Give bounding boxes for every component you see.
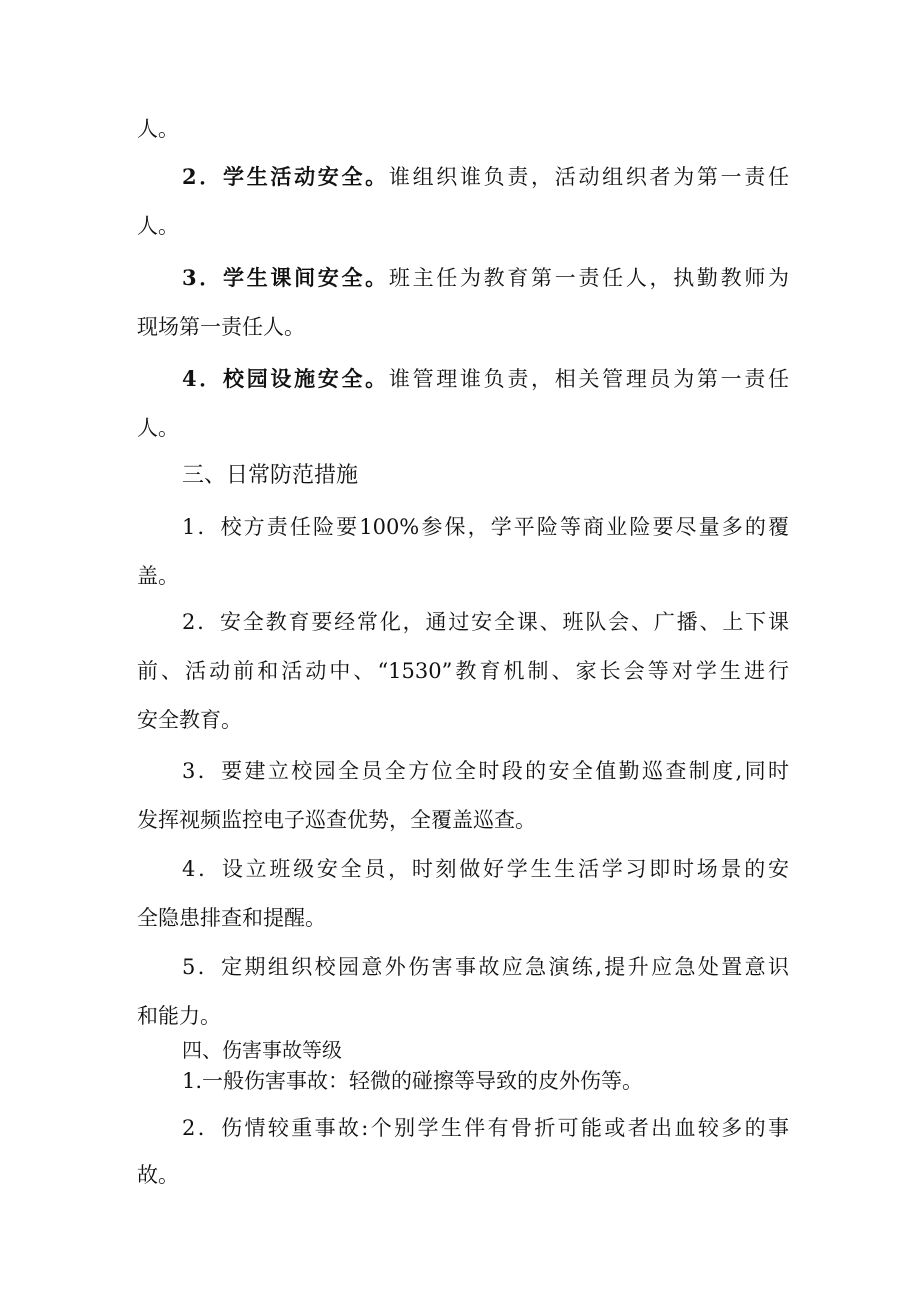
section-heading-3: 三、日常防范措施 <box>182 463 359 488</box>
measure-item-1-cont: 盖。 <box>137 564 179 588</box>
injury-level-1: 1.一般伤害事故：轻微的碰擦等导致的皮外伤等。 <box>182 1069 644 1093</box>
item-number: 2． <box>182 164 224 189</box>
injury-level-2: 2．伤情较重事故:个别学生伴有骨折可能或者出血较多的事 <box>182 1116 789 1140</box>
responsibility-item-3-cont: 现场第一责任人。 <box>137 315 305 339</box>
measure-item-1: 1．校方责任险要100%参保，学平险等商业险要尽量多的覆 <box>182 515 789 539</box>
item-title: 学生课间安全。 <box>223 265 389 290</box>
responsibility-item-3 <box>182 263 789 293</box>
item-number: 3． <box>182 265 224 290</box>
section-heading-4: 四、伤害事故等级 <box>182 1038 342 1062</box>
responsibility-item-4-cont: 人。 <box>137 416 179 440</box>
measure-item-4-cont: 全隐患排查和提醒。 <box>137 906 326 930</box>
injury-level-2-cont: 故。 <box>137 1163 179 1187</box>
responsibility-item-2-cont: 人。 <box>137 214 179 238</box>
item-number: 4． <box>182 366 224 391</box>
measure-item-2-cont: 前、活动前和活动中、“1530”教育机制、家长会等对学生进行 <box>137 659 789 683</box>
paragraph-continuation: 人。 <box>137 117 179 141</box>
item-title: 学生活动安全。 <box>223 164 389 189</box>
item-text: 谁管理谁负责，相关管理员为第一责任 <box>388 367 789 391</box>
measure-item-3: 3．要建立校园全员全方位全时段的安全值勤巡查制度,同时 <box>182 759 789 783</box>
measure-item-3-cont: 发挥视频监控电子巡查优势，全覆盖巡查。 <box>137 808 536 832</box>
measure-item-5-cont: 和能力。 <box>137 1004 221 1028</box>
item-title: 校园设施安全。 <box>223 366 389 391</box>
responsibility-item-4 <box>182 364 789 394</box>
measure-item-5: 5．定期组织校园意外伤害事故应急演练,提升应急处置意识 <box>182 955 789 979</box>
measure-item-2-cont2: 安全教育。 <box>137 708 242 732</box>
item-text: 班主任为教育第一责任人，执勤教师为 <box>388 266 789 290</box>
measure-item-4: 4．设立班级安全员，时刻做好学生生活学习即时场景的安 <box>182 857 789 881</box>
item-text: 谁组织谁负责，活动组织者为第一责任 <box>388 165 789 189</box>
measure-item-2: 2．安全教育要经常化，通过安全课、班队会、广播、上下课 <box>182 610 789 634</box>
responsibility-item-2 <box>182 162 789 192</box>
